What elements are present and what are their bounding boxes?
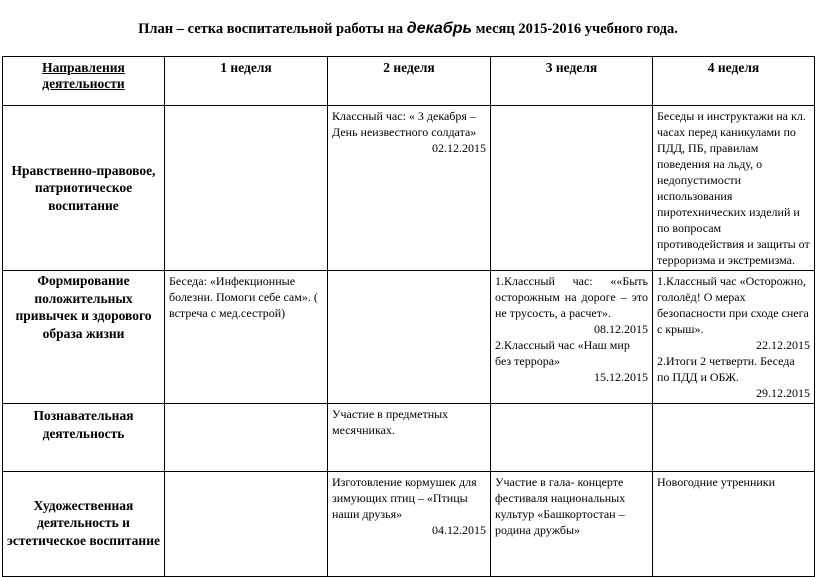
activity-item: 2.Классный час «Наш мир без террора» [495,338,630,368]
header-week-2: 2 неделя [328,57,491,106]
direction-cell: Познавательная деятельность [3,404,165,472]
week-4-cell [653,271,815,404]
week-2-cell [328,271,491,404]
activity-text: Классный час: « 3 декабря – День неизвестного солдата» [332,109,477,139]
header-directions: Направления деятельности [3,57,165,106]
direction-cell: Нравственно-правовое, патриотическое воспитание [3,106,165,271]
week-1-cell [165,271,328,404]
week-4-cell [653,404,815,472]
activity-date: 29.12.2015 [756,386,810,400]
activity-text: Беседа: «Инфекционные болезни. Помоги себе сам». ( встреча с мед.сестрой) [169,274,318,320]
title-suffix: месяц 2015-2016 учебного года. [471,21,678,37]
table-row [3,106,815,271]
table-row [3,271,815,404]
title-month: декабрь [406,20,472,37]
activity-date: 15.12.2015 [594,370,648,384]
activity-text: Новогодние утренники [657,475,776,489]
header-week-4: 4 неделя [653,57,815,106]
activity-text: Участие в предметных месячниках. [332,407,449,437]
week-3-cell [491,271,653,404]
week-1-cell [165,472,328,577]
table-row [3,472,815,577]
week-4-cell [653,106,815,271]
week-3-cell [491,404,653,472]
table-row [3,404,815,472]
activity-item: 1.Классный час «Осторожно, гололёд! О мерах безопасности при сходе снега с крыш». [657,274,809,336]
week-3-cell [491,106,653,271]
header-week-3: 3 неделя [491,57,653,106]
header-row [3,57,815,106]
activity-date: 22.12.2015 [756,338,810,352]
title-prefix: План – сетка воспитательной работы на [138,21,407,37]
week-2-cell [328,404,491,472]
activity-text: Изготовление кормушек для зимующих птиц – «Птицы наши друзья» [332,475,477,521]
direction-cell: Формирование положительных привычек и здорового образа жизни [3,271,165,404]
direction-cell: Художественная деятельность и эстетическое воспитание [3,472,165,577]
activity-text: Беседы и инструктажи на кл. часах перед каникулами по ПДД, ПБ, правилам поведения на льду, о недопустимости использования пиротехнических изделий и по вопросам противодействия и защиты от терроризма и экстремизма. [657,109,810,267]
activity-text: Участие в гала- концерте фестиваля национальных культур «Башкортостан – родина дружбы» [495,475,626,537]
week-2-cell [328,106,491,271]
activity-date: 02.12.2015 [432,141,486,155]
activity-item: 2.Итоги 2 четверти. Беседа по ПДД и ОБЖ. [657,354,795,384]
document-title [0,20,816,38]
activity-date: 08.12.2015 [594,322,648,336]
week-2-cell [328,472,491,577]
week-4-cell [653,472,815,577]
plan-table [2,56,815,577]
activity-date: 04.12.2015 [432,523,486,537]
week-1-cell [165,106,328,271]
activity-item: 1.Классный час: ««Быть осторожным на дороге – это не трусость, а расчет». [495,274,648,320]
week-3-cell [491,472,653,577]
week-1-cell [165,404,328,472]
header-week-1: 1 неделя [165,57,328,106]
